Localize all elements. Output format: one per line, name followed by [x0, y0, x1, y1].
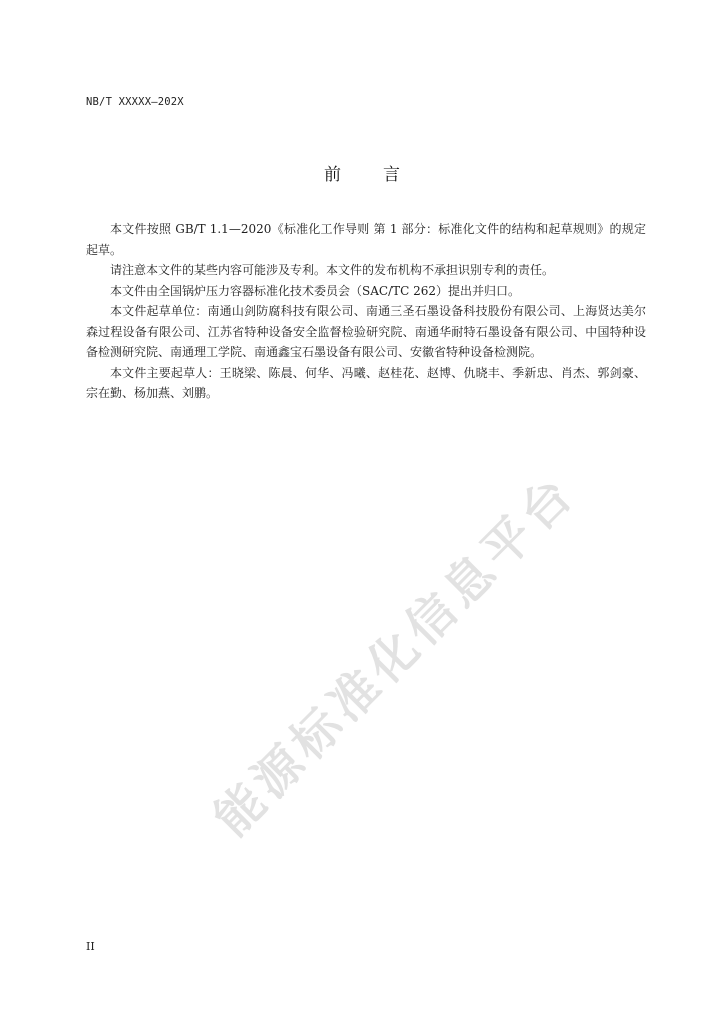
preface-body [86, 219, 646, 404]
paragraph-drafting-units: 本文件起草单位：南通山剑防腐科技有限公司、南通三圣石墨设备科技股份有限公司、上海贤达美尔森过程设备有限公司、江苏省特种设备安全监督检验研究院、南通华耐特石墨设备有限公司、中国特种设备检测研究院、南通理工学院、南通鑫宝石墨设备有限公司、安徽省特种设备检测院。 [86, 304, 646, 359]
page-number: II [86, 940, 95, 953]
page-title: 前言 [324, 165, 442, 185]
paragraph-drafting-rules: 本文件按照 GB/T 1.1—2020《标准化工作导则 第 1 部分：标准化文件的结构和起草规则》的规定起草。 [86, 222, 646, 257]
paragraph-patent-notice: 请注意本文件的某些内容可能涉及专利。本文件的发布机构不承担识别专利的责任。 [110, 263, 555, 277]
paragraph-drafters: 本文件主要起草人：王晓梁、陈晨、何华、冯曦、赵桂花、赵博、仇晓丰、季新忠、肖杰、郭剑豪、宗在勤、杨加燕、刘鹏。 [86, 365, 646, 400]
watermark: 能源标准化信息平台 [203, 463, 587, 848]
paragraph-proposer: 本文件由全国锅炉压力容器标准化技术委员会（SAC/TC 262）提出并归口。 [110, 283, 521, 298]
standard-code: NB/T XXXXX—202X [86, 96, 184, 108]
